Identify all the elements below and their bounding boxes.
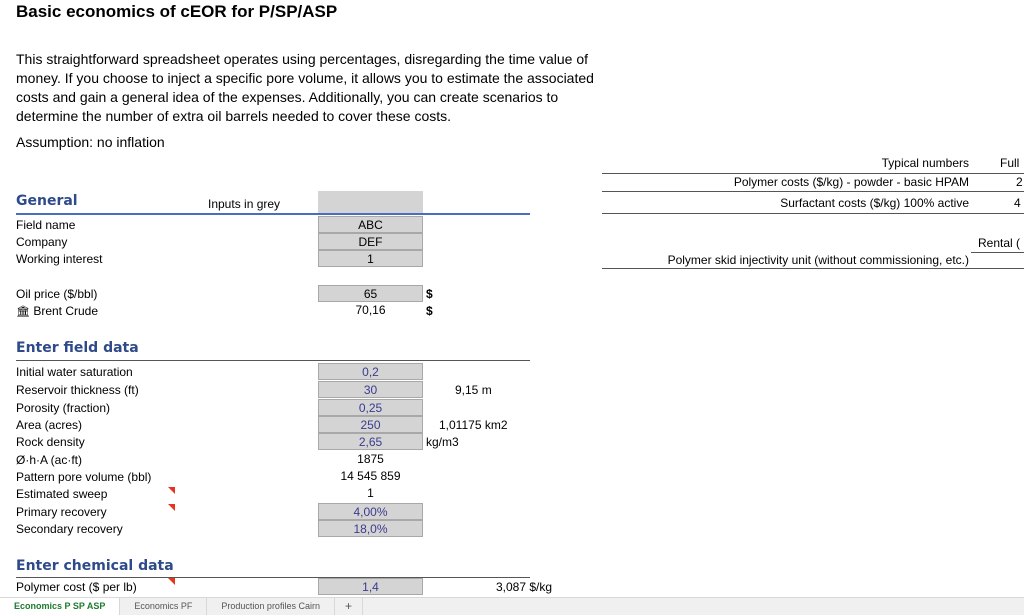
brent-value[interactable]: 70,16 <box>355 303 386 317</box>
chemical-data-heading: Enter chemical data <box>16 558 174 574</box>
thickness-label: Reservoir thickness (ft) <box>16 383 139 397</box>
sweep-value[interactable]: 1 <box>367 486 374 500</box>
add-sheet-button[interactable]: + <box>335 598 363 615</box>
oil-price-unit: $ <box>426 287 433 301</box>
typical-polymer-value: 2 <box>1016 175 1023 189</box>
field-name-input[interactable]: ABC <box>318 216 423 233</box>
area-metric: 1,01175 km2 <box>439 418 508 432</box>
typical-surfactant-value: 4 <box>1014 196 1021 210</box>
working-interest-label: Working interest <box>16 252 103 266</box>
comment-indicator-icon[interactable] <box>168 578 175 585</box>
polymer-cost-kg-unit: $/kg <box>529 580 553 594</box>
oil-price-label: Oil price ($/bbl) <box>16 287 98 301</box>
general-divider <box>16 213 530 215</box>
tab-production-profiles-cairn[interactable]: Production profiles Cairn <box>207 598 335 615</box>
inputs-note: Inputs in grey <box>208 197 281 211</box>
porosity-input[interactable]: 0,25 <box>318 399 423 416</box>
typical-divider-1 <box>602 173 1024 174</box>
typical-divider-2 <box>602 191 1024 192</box>
field-data-heading: Enter field data <box>16 340 139 356</box>
water-saturation-input[interactable]: 0,2 <box>318 363 423 380</box>
rock-density-unit: kg/m3 <box>426 435 459 449</box>
oil-price-input[interactable]: 65 <box>318 285 423 302</box>
area-input[interactable]: 250 <box>318 416 423 433</box>
skid-divider <box>602 268 1024 269</box>
bank-icon: 🏛 <box>16 306 30 318</box>
typical-divider-3 <box>602 213 1024 214</box>
typical-full-header: Full <box>1000 156 1020 170</box>
primary-recovery-label: Primary recovery <box>16 505 107 519</box>
phia-value[interactable]: 1875 <box>357 452 384 466</box>
company-label: Company <box>16 235 68 249</box>
thickness-metric: 9,15 m <box>455 383 492 397</box>
sweep-label: Estimated sweep <box>16 487 108 501</box>
assumption-text: Assumption: no inflation <box>16 134 165 150</box>
polymer-cost-label: Polymer cost ($ per lb) <box>16 580 137 594</box>
area-label: Area (acres) <box>16 418 83 432</box>
porosity-label: Porosity (fraction) <box>16 401 111 415</box>
rental-divider <box>971 252 1024 253</box>
intro-text: This straightforward spreadsheet operates using percentages, disregarding the time value of money. If you choose to inject a specific pore volume, it allows you to estimate the associated costs and gain a general idea of the expenses. Additionally, you can create scenarios to determine the number of extra oil barrels needed to cover these costs. <box>16 51 594 124</box>
phia-label: Ø·h·A (ac·ft) <box>16 453 83 467</box>
polymer-cost-input[interactable]: 1,4 <box>318 578 423 595</box>
sheet-tabs <box>0 597 1024 615</box>
tab-economics-p-sp-asp[interactable]: Economics P SP ASP <box>0 598 120 615</box>
polymer-cost-kg <box>496 580 552 594</box>
secondary-recovery-input[interactable]: 18,0% <box>318 520 423 537</box>
typical-polymer-label: Polymer costs ($/kg) - powder - basic HPAM <box>733 175 969 189</box>
brent-label-wrap <box>16 304 98 318</box>
thickness-input[interactable]: 30 <box>318 381 423 398</box>
rock-density-label: Rock density <box>16 435 85 449</box>
pore-volume-value[interactable]: 14 545 859 <box>340 469 401 483</box>
field-name-label: Field name <box>16 218 76 232</box>
typical-numbers-header: Typical numbers <box>881 156 969 170</box>
primary-recovery-input[interactable]: 4,00% <box>318 503 423 520</box>
company-input[interactable]: DEF <box>318 233 423 250</box>
polymer-cost-kg-value: 3,087 <box>496 580 527 594</box>
working-interest-input[interactable]: 1 <box>318 250 423 267</box>
rock-density-input[interactable]: 2,65 <box>318 433 423 450</box>
water-saturation-label: Initial water saturation <box>16 365 133 379</box>
chemical-data-divider <box>16 577 530 578</box>
sheet-title: Basic economics of cEOR for P/SP/ASP <box>16 2 338 21</box>
rental-header: Rental ( <box>978 236 1021 250</box>
typical-surfactant-label: Surfactant costs ($/kg) 100% active <box>780 196 969 210</box>
skid-label: Polymer skid injectivity unit (without commissioning, etc.) <box>667 253 969 267</box>
comment-indicator-icon[interactable] <box>168 504 175 511</box>
comment-indicator-icon[interactable] <box>168 487 175 494</box>
tab-economics-pf[interactable]: Economics PF <box>120 598 207 615</box>
field-data-divider <box>16 360 530 361</box>
pore-volume-label: Pattern pore volume (bbl) <box>16 470 152 484</box>
inputs-legend-swatch <box>318 191 423 214</box>
brent-unit: $ <box>426 304 433 318</box>
brent-label: Brent Crude <box>33 304 99 318</box>
general-heading: General <box>16 193 78 209</box>
secondary-recovery-label: Secondary recovery <box>16 522 123 536</box>
